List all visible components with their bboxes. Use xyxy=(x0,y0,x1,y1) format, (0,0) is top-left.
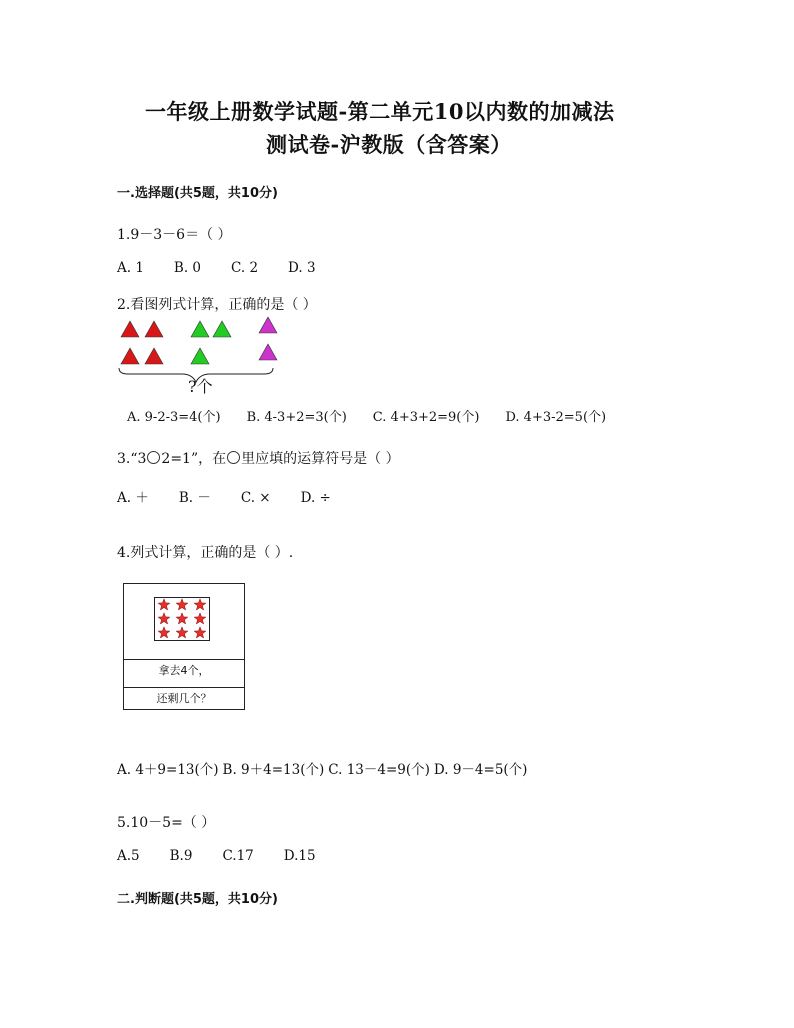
star-grid xyxy=(154,597,210,641)
star-icon xyxy=(176,613,188,624)
question-2: 2.看图列式计算，正确的是（ ） xyxy=(117,297,317,313)
section-heading-judgement: 二.判断题(共5题，共10分) xyxy=(117,892,278,907)
question-5: 5.10－5=（ ） xyxy=(117,815,216,831)
star-icon xyxy=(176,627,188,638)
triangle-icon xyxy=(259,317,277,333)
question-1: 1.9－3－6＝（ ） xyxy=(117,227,232,243)
question-3-text-b: 2=1”，在 xyxy=(161,451,227,467)
option: C. × xyxy=(240,490,271,506)
option: B. 9＋4=13(个) xyxy=(222,762,325,778)
star-icon xyxy=(158,627,170,638)
stars-figure xyxy=(155,598,209,640)
option: D. 3 xyxy=(288,260,316,276)
figure-label-question-count: ?个 xyxy=(188,377,213,396)
option: A. 1 xyxy=(117,260,144,276)
option: B.9 xyxy=(169,848,193,864)
blank-circle-icon xyxy=(227,451,240,464)
title-line-1: 一年级上册数学试题-第二单元10以内数的加减法 xyxy=(145,99,615,124)
option: C.17 xyxy=(222,848,254,864)
option: D. 4+3-2=5(个) xyxy=(505,410,607,425)
option: A.5 xyxy=(117,848,140,864)
option: A. 4＋9=13(个) xyxy=(117,762,219,778)
question-3-text-c: 里应填的运算符号是（ ） xyxy=(241,451,400,467)
star-picture-box xyxy=(123,583,245,710)
question-2-options xyxy=(127,406,636,425)
star-icon xyxy=(194,599,206,610)
triangle-icon xyxy=(259,344,277,360)
option: D.15 xyxy=(283,848,316,864)
title-line-2: 测试卷-沪教版（含答案） xyxy=(266,132,512,157)
option: C. 13－4=9(个) xyxy=(328,762,430,778)
triangle-icon xyxy=(121,348,139,364)
question-5-options xyxy=(117,848,346,864)
option: C. 4+3+2=9(个) xyxy=(372,410,480,425)
section-heading-choice: 一.选择题(共5题，共10分) xyxy=(117,186,278,201)
option: A. 9-2-3=4(个) xyxy=(127,410,221,425)
triangle-icon xyxy=(121,321,139,337)
option: B. 4-3+2=3(个) xyxy=(246,410,347,425)
question-1-options xyxy=(117,260,346,276)
star-icon xyxy=(194,627,206,638)
star-icon xyxy=(176,599,188,610)
question-3-text-a: 3.“3 xyxy=(117,451,147,467)
question-3 xyxy=(117,448,400,468)
triangle-icon xyxy=(213,321,231,337)
option: B. 0 xyxy=(173,260,202,276)
triangle-icon xyxy=(191,321,209,337)
option: D. ÷ xyxy=(300,490,331,506)
option: A. ＋ xyxy=(117,490,149,506)
option: D. 9－4=5(个) xyxy=(433,762,528,778)
question-4: 4.列式计算，正确的是（ ）. xyxy=(117,545,294,561)
option: C. 2 xyxy=(231,260,259,276)
star-icon xyxy=(194,613,206,624)
blank-circle-icon xyxy=(147,451,160,464)
option: B. － xyxy=(178,490,211,506)
triangle-icon xyxy=(191,348,209,364)
triangle-icon xyxy=(145,321,163,337)
question-3-options xyxy=(117,486,361,506)
triangle-icon xyxy=(145,348,163,364)
star-icon xyxy=(158,613,170,624)
star-icon xyxy=(158,599,170,610)
question-4-options xyxy=(117,758,557,778)
box-line-1: 拿去4个， xyxy=(124,659,244,682)
box-line-2: 还剩几个？ xyxy=(124,687,244,710)
